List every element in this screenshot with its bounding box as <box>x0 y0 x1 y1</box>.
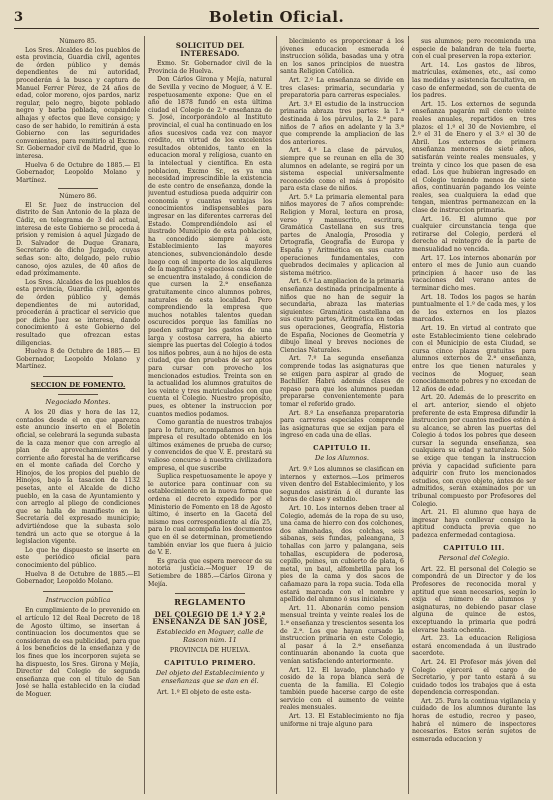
chapter-heading: CAPITULO III. <box>443 543 505 552</box>
centered-heading: Número 85. <box>59 38 97 45</box>
paragraph: Don Cárlos Girona y Mejía, natural de Sevilla y vecino de Moguer, á V. E. respetuosamente expone: Que en el año de 1878 fundó en esta última ciudad el Colegio de 2.ª enseñanza de S. José, incorporándolo al Instituto provincial, el cual ha continuado en los años sucesivos cada vez con mayor crédito, en virtud de los excelentes resultados obtenidos, tanto en la educacion moral y religiosa, cuanto en la intelectual y científica. En esta poblacion, Excmo Sr., es ya una necesidad imprescindible la existencia de este centro de enseñanza, donde la juventud estudiosa pueda adquirir con economía y cuantas ventajas los conocimientos indispensables para ingresar en las diferentes carreras del Estado. Comprendiéndolo así el ilustrado Municipio de esta poblacion, ha concedido siempre á este Establecimiento las mayores atenciones, subvencionándolo desde luego con el importe de los alquileres de la magnífica y espaciosa casa donde se encuentra instalado, á condicion de que cursen la 2.ª enseñanza gratuitamente cinco alumnos pobres, naturales de esta localidad. Pero comprendiendo la empresa que muchos notables talentos quedan oscurecidos porque las familias no pueden sufragar los gastos de una larga y costosa carrera, ha abierto siempre las puertas del Colegio á todos los niños pobres, aun á no hijos de esta ciudad, que den pruebas de ser aptos para cursar con provecho los mencionados estudios. Treinta son en la actualidad los alumnos gratuitos de los veinte y tres matriculados con que cuenta el Colegio. Nuestro propósito, pues, es obtener la instruccion por cuantos medios podamos. <box>148 76 272 418</box>
header-rule <box>14 28 539 29</box>
section-separator <box>43 376 113 377</box>
paragraph: blecimiento es proporcionar á los jóvenes educacion esmerada é instruccion sólida, basadas una y otra en los sanos principios de nuestra santa Religion Católica. <box>280 38 404 76</box>
paragraph: Art. 16. El alumno que por cualquier circunstancia tenga que retirarse del Colegio, perderá el derecho al reintegro de la parte de mensualidad no vencida. <box>412 215 536 254</box>
column-divider <box>408 36 409 794</box>
paragraph: Art. 18. Todos los pagos se harán puntualmente el 1.º de cada mes, y los de los externos en los plazos marcados. <box>412 293 536 324</box>
section-separator <box>175 593 245 594</box>
paragraph: Huelva 6 de Octubre de 1885.— El Gobernador, Leopoldo Molano y Martínez. <box>16 161 140 184</box>
paragraph: Art. 2.º La enseñanza se divide en tres clases: primaria, secundaria y preparatoria para carreras especiales. <box>280 76 404 100</box>
paragraph: Art. 5.º La primaria elemental para niños mayores de 7 años comprende: Religion y Moral, lectura en prosa, verso y manuscrito, escritura, Gramática Castellana en sus tres partes de Analogía, Prosodia y Ortografía, Geografía de Europa y España y Aritmética en sus cuatro operaciones fundamentales, con quebrados decimales y aplicacion al sistema métrico. <box>280 193 404 277</box>
centered-heading: Número 86. <box>59 193 97 201</box>
italic-heading: Negociado Montes. <box>45 397 111 406</box>
paragraph: Huelva 8 de Octubre de 1885.—El Gobernador, Leopoldo Molano. <box>16 570 140 586</box>
italic-heading: De los Alumnos. <box>315 454 369 463</box>
italic-heading: Establecido en Moguer, calle de Rascon núm. 11 <box>156 627 264 644</box>
column-divider <box>144 36 145 794</box>
paragraph: Art. 20. Además de lo prescrito en el art. anterior, siendo el objeto preferente de esta Empresa difundir la instruccion por cuantos medios estén á su alcance, se abren las puertas del Colegio á todos los pobres que deseen cursar la segunda enseñanza, sea cualquiera su edad y naturaleza. Sólo se exige que tengan la instruccion prévia y capacidad suficiente para adquirir con fruto los mencionados estudios, con cuyo objeto, ántes de ser admitidos, serán examinados por un tribunal compuesto por Profesores del Colegio. <box>412 394 536 508</box>
paragraph: Art. 1.º El objeto de este esta- <box>157 688 252 696</box>
paragraph: sus alumnos; pero recomienda una especie de balandran de tela fuerte, con el cual preserven la ropa exterior. <box>412 38 536 61</box>
column-4 <box>412 38 536 794</box>
paragraph: Es gracia que espera merecer de su notoria justicia.—Moguer 19 de Setiembre de 1885.—Cárlos Girona y Mejía. <box>148 557 272 588</box>
centered-heading: PROVINCIA DE HUELVA. <box>169 647 251 655</box>
column-3 <box>280 38 404 794</box>
paragraph: Art. 25. Para la contínua vigilancia y cuidado de los alumnos durante las horas de estudio, recreo y paseo, habrá el número de inspectores necesarios. Estos serán sujetos de esmerada educacion y <box>412 697 536 743</box>
paragraph: Suplica respetuosamente le apoye y le autorice para continuar con su establecimiento en la nueva forma que ordena el decreto expedido por el Ministerio de Fomento en 18 de Agosto último, é inserto en la Gaceta del mismo mes correspondiente al día 25, para lo cual acompaña los documentos que en él se determinan, prometiendo también enviar los que fuera á juicio de V. E. <box>148 473 272 557</box>
paragraph: Art. 22. El personal del Colegio se compondrá de un Director y de los Profesores de reconocida moral y aptitud que sean necesarios, según lo exija el número de alumnos y asignaturas, no debiendo pasar clase alguna de quince de estos, exceptuando la primaria que podrá elevarse hasta ochenta. <box>412 565 536 634</box>
paragraph: Art. 11. Abonarán como pension mensual treinta y veinte reales los de 1.ª enseñanza y trescientos sesenta los de 2.ª. Los que hayan cursado la instruccion primaria en este Colegio, al pasar á la 2.ª enseñanza continuarán abonando la cuota que venían satisfaciendo anteriormente. <box>280 604 404 665</box>
publication-title: Boletin Oficial. <box>208 8 345 26</box>
column-1 <box>16 38 140 794</box>
paragraph: Como garantía de nuestros trabajos para lo futuro, acompañamos en hoja impresa el resultado obtenido en los últimos exámenes de prueba de curso; y convencidos de que V. E. prestará su valioso concurso á nuestra civilizadora empresa, el que suscribe <box>148 419 272 472</box>
large-heading: REGLAMENTO <box>174 597 246 608</box>
paragraph: Art. 9.º Los alumnos se clasifican en internos y externos.—Los primeros viven dentro del Establecimiento, y los segundos asistirán á él durante las horas de clase y estudio. <box>280 466 404 504</box>
paragraph: Lo que he dispuesto se inserte en este periódico oficial para conocimiento del público. <box>16 546 140 569</box>
section-separator <box>43 591 113 592</box>
paragraph: Huelva 8 de Octubre de 1885.— El Gobernador, Leopoldo Molano y Martínez. <box>16 348 140 371</box>
underlined-heading: SECCION DE FOMENTO. <box>30 380 126 389</box>
section-separator <box>58 188 98 189</box>
paragraph: Los Sres. Alcaldes de los pueblos de esta provincia, Guardia civil, agentes de órden público y demás dependientes de mi autoridad, procederán á la busca y captura de Manuel Ferrer Pérez, de 24 años de edad, color moreno, ojos pardos, nariz regular, pelo negro, bigote poblado negro y barba poblada, ocupándole alhajas y efectos que lleve consigo; y caso de ser habido, lo remitirán á esta Gobierno con las seguridades convenientes, para remitirlo al Excmo. Sr. Gobernador civil de Madrid, que lo interesa. <box>16 46 140 160</box>
section-separator <box>58 394 98 395</box>
paragraph: Art. 7.º La segunda enseñanza comprende todas las asignaturas que se exigen para aspirar al grado de Bachiller. Habrá además clases de repaso para que los alumnos puedan prepararse convenientemente para tomar el referido grado. <box>280 355 404 408</box>
paragraph: Art. 12. El lavado, planchado y cosido de la ropa blanca será de cuenta de la familia. El Colegio también puede hacerse cargo de este servicio con el aumento de veinte reales mensuales. <box>280 666 404 712</box>
section-heading: DEL COLEGIO DE 1.ª Y 2.ª ENSEÑANZA DE SAN JOSÉ, <box>152 609 268 627</box>
paragraph: Art. 24. El Profesor más jóven del Colegio ejercerá el cargo de Secretario, y por tanto estará á su cuidado todos los trabajos que á esta dependencia correspondan. <box>412 658 536 697</box>
paragraph: Art. 23. La educacion Religiosa estará encomendada á un ilustrado sacerdote. <box>412 635 536 658</box>
paragraph: Art. 6.º La ampliacion de la primaria enseñanza destinada principalmente á niños que no han de seguir la secundaria, abraza las materias siguientes: Gramática castellana en sus cuatro partes, Aritmética en todas sus operaciones, Geografía, Historia de España, Nociones de Geometría y dibujo lineal y breves nociones de Ciencias Naturales. <box>280 278 404 354</box>
paragraph: Art. 4.º La clase de párvulos, siempre que se reunan en ella de 30 alumnos en adelante, se regirá por un sistema especial universalmente reconocido como el más á propósito para esta clase de niños. <box>280 147 404 193</box>
italic-heading: Del objeto del Establecimiento y enseñanzas que se dan en él. <box>155 669 265 685</box>
chapter-heading: CAPITULO PRIMERO. <box>164 658 256 667</box>
italic-heading: Instruccion pública <box>45 595 111 604</box>
section-heading: SOLICITUD DEL INTERESADO. <box>175 41 245 58</box>
page-number: 3 <box>14 10 24 25</box>
paragraph: Art. 19. En virtud al contrato que este Establecimiento tiene celebrado con el Municipio de esta Ciudad, se cursa cinco plazas gratuitas para alumnos externos de 2.ª enseñanza, entre los que tienen naturales y vecinos de Moguer, sean conocidamente pobres y no excedan de 12 años de edad. <box>412 324 536 393</box>
page-header <box>14 8 539 30</box>
paragraph: En cumplimiento de lo prevenido en el artículo 12 del Real Decreto de 18 de Agosto último, se insertan á continuacion los documentos que se consideran de esa publicidad, para que á los beneficios de la enseñanza y de los fines que los incorporen sujeta se ha dispuesto, los Sres. Girona y Mejía, Director del Colegio de segunda enseñanza que con el título de San José se halla establecido en la ciudad de Moguer. <box>16 607 140 698</box>
paragraph: A los 20 dias y hora de las 12, contados desde el en que aparezca este anuncio inserto en el Boletín oficial, se celebrará la segunda subasta de la caza menor que con arreglo al plan de aprovechamientos del corriente año forestal ha de verificarse en el monte cañada del Corcho y Hinojos, de los propios del pueblo de Hinojos, bajo la tasacion de 1132 pesetas, ante el Alcalde de dicho pueblo, en la casa de Ayuntamiento y con arreglo al pliego de condiciones que se halla de manifiesto en la Secretaría del expresado municipio; advirtiéndose que la subasta solo tendrá un acto que se otorgue á la legislacion vigente. <box>16 409 140 546</box>
column-2 <box>148 38 272 794</box>
paragraph: Art. 10. Los internos deben traer al Colegio, además de la ropa de su uso, una cama de hierro con dos colchones, dos almohadas, dos colchas, seis sábanas, seis fundas, paleangana, 3 tohallas con jarro y palangana, seis tohallas, escupidera de poderosa, cepillo, peines, un cubierto de plata, 6 metal, un baul, alfombrilla para los pies de la cama y dos sacos de cañamazo para la ropa sucia. Toda ella estará marcada con el nombre y apellido del alumno ó sus iniciales. <box>280 505 404 604</box>
paragraph: Art. 21. El alumno que haya de ingresar haya conllevar consigo la aptitud conducta previa que no padezca enfermedad contagiosa. <box>412 509 536 539</box>
chapter-heading: CAPITULO II. <box>313 443 371 452</box>
paragraph: Art. 15. Los externos de segunda enseñanza pagarán mil ciento veinte reales anuales, repartidos en tres plazos: el 1.º el 30 de Noviembre, el 2.º el 31 de Enero y el 3.º el 30 de Abril. Los externos de primera enseñanza menores de siete años, satisfarán veinte reales mensuales, y treinta y cinco los que pasen de esa edad. Los que hubieran ingresado en el Colegio teniendo menos de siete años, continuarán pagando los veinte reales, sea cualquiera la edad que tengan, mientras permanezcan en la clase de instruccion primaria. <box>412 100 536 215</box>
paragraph: Art. 8.º La enseñanza preparatoria para carreras especiales comprende las asignaturas que se exijan para el ingreso en cada una de ellas. <box>280 409 404 440</box>
column-divider <box>276 36 277 794</box>
paragraph: El Sr. Juez de instruccion del distrito de San Antonio de la plaza de Cádiz, en telegrama de 3 del actual, interesa de este Gobierno se proceda á prision y remision á aquel Juzgado de D. Salvador de Duque Granara, Secretario de dicho Juzgado, cuyas señas son: alto, delgado, pelo rubio canoso, ojos azules, de 40 años de edad próximamente. <box>16 201 140 278</box>
paragraph: Exmo. Sr. Gobernador civil de la Provincia de Huelva. <box>148 60 272 75</box>
paragraph: Art. 14. Los gastos de libros, matrículas, exámenes, etc., así como las medidas y asistencia facultativa, en caso de enfermedad, son de cuenta de los padres. <box>412 61 536 100</box>
paragraph: Art. 3.º El estudio de la instruccion primaria abraza tres partes: la 1.ª destinada á los párvulos, la 2.ª para niños de 7 años en adelante y la 3.ª que comprende la ampliacion de las dos anteriores. <box>280 100 404 146</box>
italic-heading: Personal del Colegio. <box>438 554 510 563</box>
paragraph: Art. 17. Los internos abonarán por entero el mes de Junio aun cuando principien á hacer uso de las vacaciones del verano antes de terminar dicho mes. <box>412 254 536 292</box>
paragraph: Los Sres. Alcaldes de los pueblos de esta provincia, Guardia civil, agentes de órden público y demás dependientes de mi autoridad, procederán á practicar el servicio que por dicho Juez se interesa, dando conocimiento á este Gobierno del resultado que ofrezcan estas diligencias. <box>16 278 140 347</box>
paragraph: Art. 13. El Establecimiento no fija uniforme ni traje alguno para <box>280 713 404 728</box>
